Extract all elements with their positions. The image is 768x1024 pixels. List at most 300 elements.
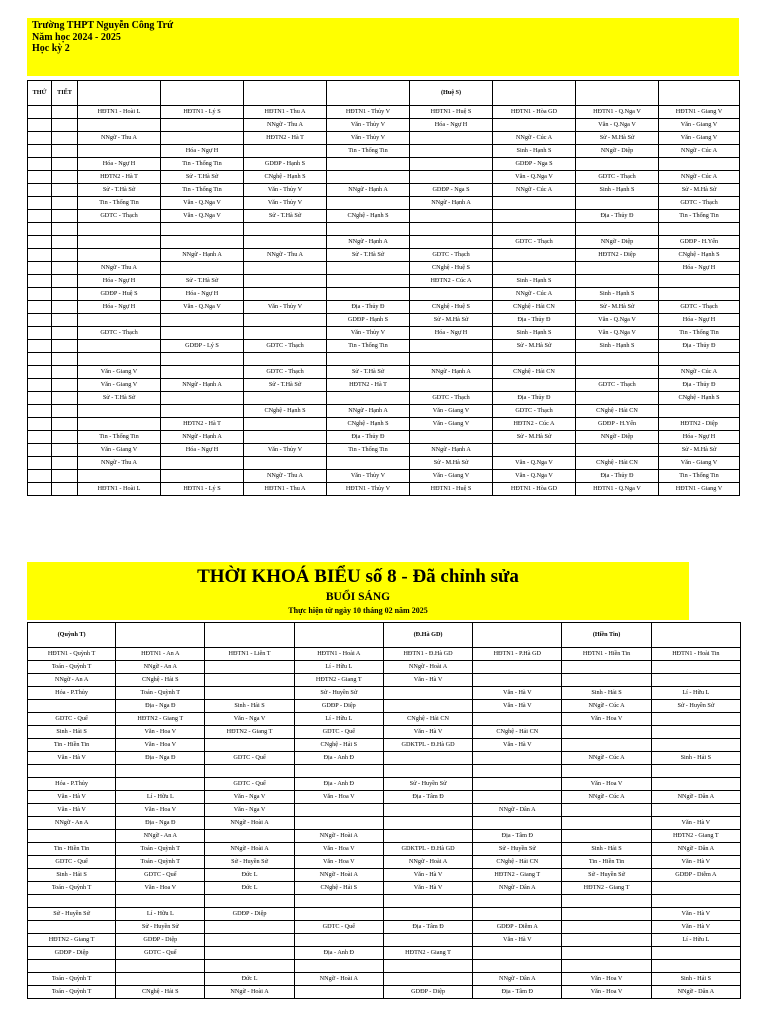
timetable-afternoon [27,80,740,496]
schedule-cell [410,288,493,301]
schedule-cell: Đức L [205,869,294,882]
column-header [161,81,244,106]
schedule-cell: Sử - Huyền Sử [28,908,116,921]
table-row [28,739,741,752]
schedule-cell: GDĐP - Diệp [383,986,472,999]
table-row [28,765,741,778]
column-header: TIẾT [52,81,78,106]
schedule-cell: NNgữ - Hạnh A [410,366,493,379]
schedule-cell: HĐTN2 - Giang T [205,726,294,739]
schedule-cell: Văn - Hà V [28,752,116,765]
schedule-cell: Văn - Hoa V [562,973,651,986]
schedule-cell: Sử - M.Hà Sử [659,184,740,197]
schedule-cell [562,674,651,687]
schedule-cell: Tin - Thống Tin [327,444,410,457]
schedule-cell: Văn - Hà V [383,882,472,895]
schedule-cell: Văn - Giang V [410,405,493,418]
schedule-cell [562,739,651,752]
schedule-cell [493,119,576,132]
schedule-cell [576,444,659,457]
schedule-cell: Tin - Hiền Tin [562,856,651,869]
day-cell [28,171,52,184]
schedule-cell [294,934,383,947]
schedule-cell: Văn - Hoa V [116,739,205,752]
schedule-cell [651,765,740,778]
schedule-cell: HĐTN1 - Đ.Hà GD [383,648,472,661]
schedule-cell: Địa - Tâm Đ [473,830,562,843]
day-cell [28,288,52,301]
schedule-cell: Văn - Giang V [659,119,740,132]
schedule-cell: CNghệ - Hải S [116,674,205,687]
schedule-cell: NNgữ - Thu A [78,262,161,275]
schedule-cell: Sinh - Hải S [28,726,116,739]
schedule-cell: Hóa - Ngự H [161,288,244,301]
schedule-cell [294,817,383,830]
schedule-cell: GDTC - Thạch [244,366,327,379]
schedule-cell: NNgữ - Hoài A [383,856,472,869]
schedule-cell: HĐTN1 - Quỳnh T [28,648,116,661]
period-cell [52,288,78,301]
schedule-cell: Văn - Q.Nga V [576,119,659,132]
table-row [28,817,741,830]
period-cell [52,470,78,483]
day-cell [28,470,52,483]
table-row [28,869,741,882]
day-cell [28,457,52,470]
table-row [28,197,740,210]
schedule-cell: GDTC - Thạch [410,249,493,262]
day-cell [28,353,52,366]
schedule-cell: HĐTN1 - Q.Nga V [576,106,659,119]
schedule-cell: GDĐP - Diễm A [473,921,562,934]
schedule-cell: NNgữ - Cúc A [493,184,576,197]
schedule-cell: Toán - Quỳnh T [28,986,116,999]
schedule-cell: Hóa - Ngự H [78,301,161,314]
schedule-cell: Địa - Anh Đ [294,947,383,960]
schedule-cell: Văn - Hoa V [116,882,205,895]
schedule-cell: Địa - Tâm Đ [473,986,562,999]
schedule-cell: CNghệ - Hải CN [576,405,659,418]
schedule-cell: Hóa - Ngự H [659,431,740,444]
schedule-cell: Địa - Thủy Đ [493,314,576,327]
schedule-cell: NNgữ - Dân A [473,882,562,895]
schedule-cell: GDTC - Thạch [78,210,161,223]
schedule-cell: Sinh - Hải S [562,843,651,856]
schedule-cell: NNgữ - Hạnh A [410,197,493,210]
day-cell [28,119,52,132]
schedule-cell: Văn - Nga V [205,791,294,804]
timetable-title-banner [27,562,689,620]
schedule-cell [562,960,651,973]
period-cell [52,132,78,145]
schedule-cell: NNgữ - Hoài A [205,986,294,999]
schedule-cell: NNgữ - Hoài A [205,843,294,856]
schedule-cell: HĐTN2 - Giang T [562,882,651,895]
schedule-cell: Văn - Q.Nga V [493,171,576,184]
table-row [28,158,740,171]
schedule-cell: CNghệ - Huệ S [410,262,493,275]
table-row [28,366,740,379]
schedule-cell [383,817,472,830]
schedule-cell: Văn - Hà V [651,856,740,869]
schedule-cell: HĐTN1 - Thủy V [327,483,410,496]
schedule-cell: NNgữ - An A [28,674,116,687]
day-cell [28,106,52,119]
schedule-cell: HĐTN1 - An A [116,648,205,661]
schedule-cell [659,353,740,366]
table-row [28,145,740,158]
schedule-cell: GDĐP - Lý S [161,340,244,353]
schedule-cell [205,830,294,843]
schedule-cell: CNghệ - Hải S [116,986,205,999]
schedule-cell: Văn - Hà V [473,934,562,947]
schedule-cell: Sử - Huyền Sử [116,921,205,934]
day-cell [28,366,52,379]
period-cell [52,353,78,366]
schedule-cell: HĐTN2 - Giang T [473,869,562,882]
schedule-cell [205,661,294,674]
schedule-cell [473,765,562,778]
schedule-cell: CNghệ - Hạnh S [659,392,740,405]
schedule-cell [244,431,327,444]
schedule-cell: NNgữ - Hạnh A [327,184,410,197]
school-term: Học kỳ 2 [32,43,70,54]
schedule-cell: Văn - Thủy V [244,197,327,210]
day-cell [28,158,52,171]
schedule-cell [493,210,576,223]
schedule-cell: NNgữ - Hoài A [294,830,383,843]
schedule-cell [205,960,294,973]
schedule-cell [562,895,651,908]
table-row [28,431,740,444]
schedule-cell: NNgữ - An A [116,661,205,674]
day-cell [28,314,52,327]
table-row [28,301,740,314]
schedule-cell: Sinh - Hải S [28,869,116,882]
table-row [28,444,740,457]
schedule-cell [294,960,383,973]
schedule-cell [327,158,410,171]
period-cell [52,431,78,444]
column-header [576,81,659,106]
schedule-cell: Văn - Thủy V [327,470,410,483]
schedule-cell [244,418,327,431]
schedule-cell [651,895,740,908]
period-cell [52,145,78,158]
schedule-cell [383,752,472,765]
schedule-cell: Văn - Thủy V [327,119,410,132]
schedule-cell: HĐTN1 - Thu A [244,106,327,119]
schedule-cell: GDTC - Quế [116,869,205,882]
schedule-cell: Văn - Hà V [473,687,562,700]
schedule-cell: Sinh - Hạnh S [576,340,659,353]
schedule-cell: GDĐP - Diệp [205,908,294,921]
schedule-cell: CNghệ - Hải CN [473,856,562,869]
schedule-cell: Sử - M.Hà Sử [493,431,576,444]
table-row [28,973,741,986]
schedule-cell: GDKTPL - Đ.Hà GD [383,739,472,752]
schedule-cell: HĐTN1 - Q.Nga V [576,483,659,496]
schedule-cell: Sử - M.Hà Sử [410,314,493,327]
schedule-cell: CNghệ - Hải CN [493,366,576,379]
schedule-cell [473,817,562,830]
schedule-cell: NNgữ - Cúc A [659,171,740,184]
schedule-cell [473,752,562,765]
column-header [473,623,562,648]
period-cell [52,249,78,262]
column-header: (Huệ S) [410,81,493,106]
schedule-cell [410,223,493,236]
schedule-cell: HĐTN1 - Giang V [659,483,740,496]
schedule-cell: Văn - Giang V [659,132,740,145]
table-row [28,353,740,366]
schedule-cell: Hóa - Ngự H [410,327,493,340]
column-header [294,623,383,648]
day-cell [28,262,52,275]
schedule-cell [78,236,161,249]
schedule-cell: NNgữ - Hạnh A [161,379,244,392]
schedule-cell: Văn - Hà V [651,817,740,830]
schedule-cell [78,249,161,262]
schedule-cell: GDĐP - Diễm A [651,869,740,882]
schedule-cell [473,895,562,908]
header-row [28,623,741,648]
schedule-cell [327,288,410,301]
schedule-cell [244,236,327,249]
schedule-cell [493,444,576,457]
schedule-cell [659,405,740,418]
schedule-cell: NNgữ - Cúc A [493,132,576,145]
period-cell [52,301,78,314]
schedule-cell: HĐTN2 - Giang T [116,713,205,726]
schedule-cell [576,197,659,210]
period-cell [52,262,78,275]
schedule-cell: NNgữ - Cúc A [659,366,740,379]
schedule-cell: Hóa - Ngự H [78,158,161,171]
table-row [28,210,740,223]
schedule-cell: Văn - Thủy V [244,184,327,197]
table-row [28,921,741,934]
schedule-cell: GDĐP - Hạnh S [327,314,410,327]
schedule-cell: GDTC - Quế [294,921,383,934]
schedule-cell: Văn - Hoa V [116,804,205,817]
column-header [244,81,327,106]
schedule-cell: NNgữ - Thu A [78,132,161,145]
table-row [28,405,740,418]
schedule-cell [161,353,244,366]
schedule-cell: CNghệ - Hải CN [473,726,562,739]
schedule-cell [576,262,659,275]
schedule-cell [205,921,294,934]
column-header [493,81,576,106]
schedule-cell: Văn - Nga V [205,804,294,817]
schedule-cell: GDTC - Thạch [493,236,576,249]
schedule-cell [659,275,740,288]
table-row [28,327,740,340]
schedule-cell [161,223,244,236]
schedule-cell: GDĐP - H.Yến [659,236,740,249]
schedule-cell: GDTC - Quế [28,856,116,869]
schedule-cell [161,366,244,379]
schedule-cell: HĐTN1 - Hoài A [294,648,383,661]
schedule-cell: GDTC - Thạch [244,340,327,353]
timetable-title: THỜI KHOÁ BIỂU số 8 - Đã chỉnh sửa [197,566,519,587]
schedule-cell [161,470,244,483]
schedule-cell: GDĐP - Diệp [28,947,116,960]
table-row [28,262,740,275]
schedule-cell: Sử - Huyền Sử [651,700,740,713]
schedule-cell: Văn - Giang V [410,470,493,483]
schedule-cell: Địa - Anh Đ [294,778,383,791]
table-row [28,648,741,661]
schedule-cell: HĐTN1 - Hòa GD [493,483,576,496]
schedule-cell: HĐTN2 - Hà T [161,418,244,431]
schedule-cell: NNgữ - An A [28,817,116,830]
table-row [28,106,740,119]
schedule-cell [244,392,327,405]
table-row [28,119,740,132]
schedule-cell [205,739,294,752]
schedule-cell: HĐTN2 - Giang T [651,830,740,843]
schedule-cell [294,804,383,817]
schedule-cell: NNgữ - Dân A [473,804,562,817]
table-row [28,882,741,895]
schedule-cell [576,366,659,379]
schedule-cell [410,158,493,171]
schedule-cell: Đức L [205,882,294,895]
school-year: Năm học 2024 - 2025 [32,31,121,43]
schedule-cell: Văn - Hoa V [562,713,651,726]
schedule-cell: Văn - Giang V [78,444,161,457]
table-row [28,700,741,713]
schedule-cell: NNgữ - Hạnh A [410,444,493,457]
schedule-cell: Văn - Giang V [78,366,161,379]
schedule-cell: GDTC - Quế [205,778,294,791]
table-row [28,856,741,869]
schedule-cell: HĐTN2 - Cúc A [493,418,576,431]
schedule-cell: Văn - Q.Nga V [161,210,244,223]
schedule-cell: NNgữ - An A [116,830,205,843]
schedule-cell [161,236,244,249]
period-cell [52,392,78,405]
schedule-cell: Sinh - Hải S [651,973,740,986]
schedule-cell: GDĐP - Diệp [116,934,205,947]
schedule-cell [562,804,651,817]
schedule-cell: HĐTN1 - Hoài L [78,106,161,119]
schedule-cell [161,392,244,405]
schedule-cell: Văn - Nga V [205,713,294,726]
schedule-cell: Lí - Hữu L [651,934,740,947]
schedule-cell: HĐTN1 - Huệ S [410,483,493,496]
schedule-cell: HĐTN1 - Hoài L [78,483,161,496]
schedule-cell [473,947,562,960]
column-header: THỨ [28,81,52,106]
day-cell [28,340,52,353]
schedule-cell: Văn - Giang V [659,457,740,470]
table-row [28,960,741,973]
schedule-cell: Sinh - Hạnh S [493,145,576,158]
schedule-cell [562,765,651,778]
schedule-cell [205,895,294,908]
schedule-cell: Tin - Thống Tin [327,340,410,353]
schedule-cell: Địa - Nga Đ [116,817,205,830]
schedule-cell [78,314,161,327]
schedule-cell [493,197,576,210]
day-cell [28,418,52,431]
period-cell [52,314,78,327]
schedule-cell: Tin - Thống Tin [161,184,244,197]
column-header [659,81,740,106]
schedule-cell [78,353,161,366]
period-cell [52,327,78,340]
schedule-cell [410,171,493,184]
day-cell [28,327,52,340]
schedule-cell: CNghệ - Hải CN [383,713,472,726]
schedule-cell [161,327,244,340]
schedule-cell [576,392,659,405]
table-row [28,687,741,700]
schedule-cell [562,726,651,739]
table-row [28,713,741,726]
schedule-cell [294,765,383,778]
schedule-cell [383,804,472,817]
day-cell [28,392,52,405]
schedule-cell [383,895,472,908]
period-cell [52,236,78,249]
schedule-cell [327,275,410,288]
schedule-cell: Sinh - Hải S [205,700,294,713]
period-cell [52,379,78,392]
schedule-cell: Địa - Thủy Đ [659,379,740,392]
schedule-cell [651,960,740,973]
schedule-cell [651,726,740,739]
schedule-cell [576,275,659,288]
schedule-cell [562,921,651,934]
schedule-cell: Sử - T.Hà Sử [244,379,327,392]
day-cell [28,275,52,288]
schedule-cell [161,262,244,275]
schedule-cell [205,765,294,778]
period-cell [52,197,78,210]
schedule-cell: Sử - T.Hà Sử [327,366,410,379]
period-cell [52,418,78,431]
schedule-cell: HĐTN2 - Hà T [244,132,327,145]
schedule-cell: NNgữ - Thu A [244,119,327,132]
column-header [651,623,740,648]
schedule-cell: CNghệ - Hải S [294,739,383,752]
schedule-cell [410,379,493,392]
schedule-cell [327,197,410,210]
schedule-cell [327,262,410,275]
schedule-cell: Tin - Thống Tin [78,431,161,444]
schedule-cell [244,145,327,158]
schedule-cell: HĐTN1 - Hòa GD [493,106,576,119]
schedule-cell [161,314,244,327]
schedule-cell: Tin - Thống Tin [161,158,244,171]
day-cell [28,210,52,223]
schedule-cell: Địa - Nga Đ [116,752,205,765]
column-header [327,81,410,106]
schedule-cell: Văn - Q.Nga V [493,470,576,483]
table-row [28,132,740,145]
schedule-cell: GDTC - Thạch [410,392,493,405]
schedule-cell [161,457,244,470]
schedule-cell: Hóa - P.Thủy [28,687,116,700]
day-cell [28,405,52,418]
schedule-cell: Văn - Thủy V [327,327,410,340]
schedule-cell [116,765,205,778]
schedule-cell [576,353,659,366]
